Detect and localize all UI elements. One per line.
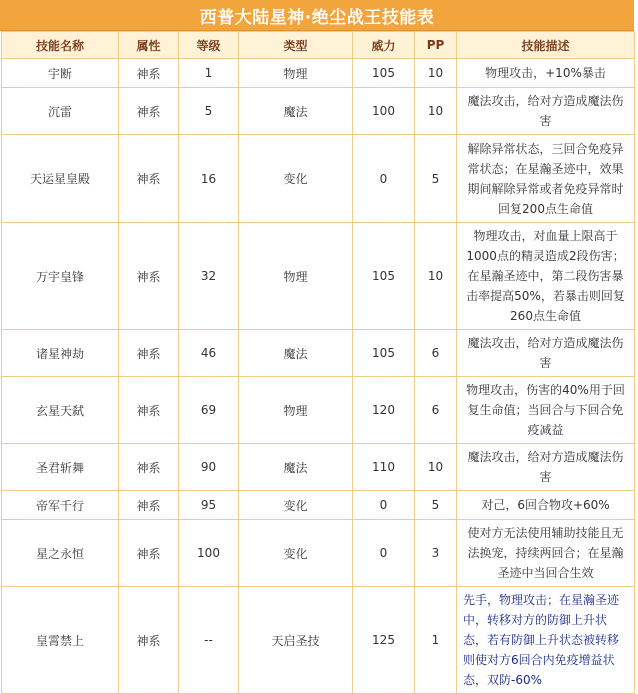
- skill-power: 120: [353, 377, 415, 444]
- skill-type: 物理: [239, 377, 353, 444]
- skill-description: 对己，6回合物攻+60%: [457, 491, 635, 520]
- table-row: [2, 520, 635, 587]
- skill-level: 32: [179, 223, 239, 330]
- header-row: [2, 32, 635, 59]
- skill-name: 诸星神劫: [2, 330, 119, 377]
- skill-pp: 1: [415, 587, 457, 694]
- skill-pp: 5: [415, 491, 457, 520]
- skill-power: 0: [353, 135, 415, 223]
- skill-name: 帝军千行: [2, 491, 119, 520]
- table-row: [2, 330, 635, 377]
- skill-name: 圣君斩舞: [2, 444, 119, 491]
- skill-attribute: 神系: [119, 330, 179, 377]
- header-power: 威力: [353, 32, 415, 59]
- skill-attribute: 神系: [119, 444, 179, 491]
- skill-level: 16: [179, 135, 239, 223]
- skill-pp: 10: [415, 88, 457, 135]
- skill-name: 星之永恒: [2, 520, 119, 587]
- header-level: 等级: [179, 32, 239, 59]
- table-row: [2, 223, 635, 330]
- skill-level: 100: [179, 520, 239, 587]
- skill-name: 皇霄禁上: [2, 587, 119, 694]
- skill-type: 魔法: [239, 330, 353, 377]
- table-row: [2, 377, 635, 444]
- table-row: [2, 59, 635, 88]
- table-row: [2, 444, 635, 491]
- skill-type: 魔法: [239, 88, 353, 135]
- skill-pp: 10: [415, 59, 457, 88]
- skill-name: 玄星天弑: [2, 377, 119, 444]
- skill-type: 天启圣技: [239, 587, 353, 694]
- skill-power: 105: [353, 59, 415, 88]
- table-title: 西普大陆星神·绝尘战王技能表: [0, 0, 634, 31]
- skill-name: 天运星皇殿: [2, 135, 119, 223]
- skill-type: 物理: [239, 59, 353, 88]
- header-type: 类型: [239, 32, 353, 59]
- skill-attribute: 神系: [119, 135, 179, 223]
- skill-attribute: 神系: [119, 377, 179, 444]
- skill-power: 0: [353, 520, 415, 587]
- skill-description: 魔法攻击，给对方造成魔法伤害: [457, 330, 635, 377]
- skill-type: 变化: [239, 520, 353, 587]
- skill-pp: 6: [415, 377, 457, 444]
- skill-name: 宇断: [2, 59, 119, 88]
- skill-type: 物理: [239, 223, 353, 330]
- skill-power: 105: [353, 330, 415, 377]
- header-description: 技能描述: [457, 32, 635, 59]
- skill-attribute: 神系: [119, 520, 179, 587]
- skill-description: 物理攻击，对血量上限高于1000点的精灵造成2段伤害；在星瀚圣迹中，第二段伤害暴击率提高50%，若暴击则回复260点生命值: [457, 223, 635, 330]
- header-attribute: 属性: [119, 32, 179, 59]
- skill-type: 魔法: [239, 444, 353, 491]
- skill-description: 先手，物理攻击；在星瀚圣迹中，转移对方的防御上升状态，若有防御上升状态被转移则使对方6回合内免疫增益状态，双防-60%: [457, 587, 635, 694]
- skill-pp: 3: [415, 520, 457, 587]
- header-skill-name: 技能名称: [2, 32, 119, 59]
- skill-level: --: [179, 587, 239, 694]
- skill-pp: 10: [415, 223, 457, 330]
- skill-level: 90: [179, 444, 239, 491]
- skill-type: 变化: [239, 135, 353, 223]
- skill-attribute: 神系: [119, 587, 179, 694]
- skill-power: 125: [353, 587, 415, 694]
- skill-power: 100: [353, 88, 415, 135]
- skill-pp: 6: [415, 330, 457, 377]
- table-row: [2, 135, 635, 223]
- skill-level: 1: [179, 59, 239, 88]
- skill-name: 万宇皇锋: [2, 223, 119, 330]
- skill-attribute: 神系: [119, 59, 179, 88]
- skill-power: 0: [353, 491, 415, 520]
- skill-attribute: 神系: [119, 491, 179, 520]
- skill-power: 110: [353, 444, 415, 491]
- skill-level: 5: [179, 88, 239, 135]
- table-row: [2, 587, 635, 694]
- table-row: [2, 88, 635, 135]
- skill-attribute: 神系: [119, 223, 179, 330]
- skill-description: 解除异常状态，三回合免疫异常状态；在星瀚圣迹中，效果期间解除异常或者免疫异常时回复200点生命值: [457, 135, 635, 223]
- skill-description: 魔法攻击，给对方造成魔法伤害: [457, 444, 635, 491]
- skill-description: 使对方无法使用辅助技能且无法换宠，持续两回合；在星瀚圣迹中当回合生效: [457, 520, 635, 587]
- skills-table: [1, 31, 635, 694]
- skill-name: 沉雷: [2, 88, 119, 135]
- table-row: [2, 491, 635, 520]
- skill-level: 95: [179, 491, 239, 520]
- skill-power: 105: [353, 223, 415, 330]
- skill-level: 69: [179, 377, 239, 444]
- skill-description: 魔法攻击，给对方造成魔法伤害: [457, 88, 635, 135]
- skill-pp: 5: [415, 135, 457, 223]
- skill-description: 物理攻击，伤害的40%用于回复生命值；当回合与下回合免疫减益: [457, 377, 635, 444]
- skill-level: 46: [179, 330, 239, 377]
- header-pp: PP: [415, 32, 457, 59]
- skill-pp: 10: [415, 444, 457, 491]
- skill-type: 变化: [239, 491, 353, 520]
- skill-description: 物理攻击，+10%暴击: [457, 59, 635, 88]
- skill-attribute: 神系: [119, 88, 179, 135]
